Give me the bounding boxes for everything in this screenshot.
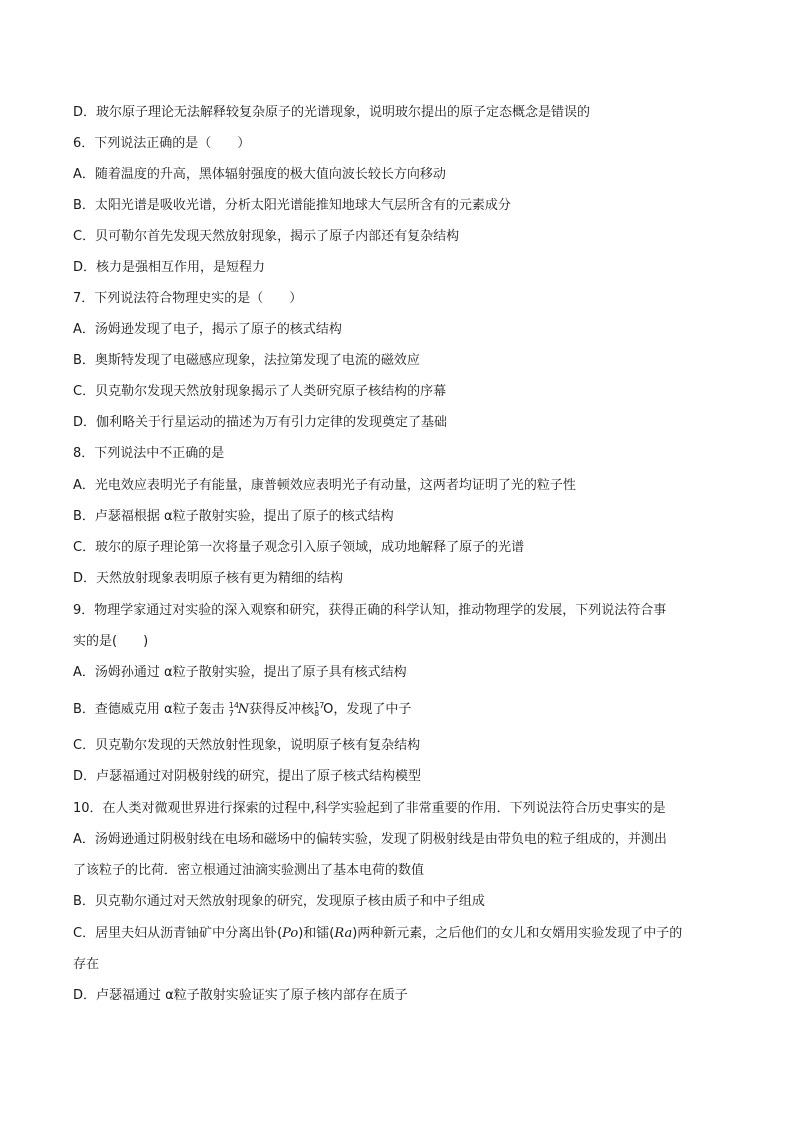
option-text: D．卢瑟福通过 α粒子散射实验证实了原子核内部存在质子 [73, 988, 408, 1003]
option-text: C．贝可勒尔首先发现天然放射现象，揭示了原子内部还有复杂结构 [73, 229, 460, 244]
option-text: A．随着温度的升高，黑体辐射强度的极大值向波长较长方向移动 [73, 167, 446, 182]
option-suffix: )两种新元素，之后他们的女儿和女婿用实验发现了中子的 [352, 926, 683, 941]
option-text-with-elements [73, 925, 733, 943]
mass-number: 14 [228, 701, 239, 710]
option-text: C．贝克勒尔发现天然放射现象揭示了人类研究原子核结构的序幕 [73, 384, 447, 399]
element-symbol: N [237, 702, 250, 717]
nitrogen-isotope-index [229, 701, 238, 719]
option-text: A．汤姆孙通过 α粒子散射实验，提出了原子具有核式结构 [73, 665, 407, 680]
element-symbol: O [323, 702, 334, 717]
element-symbol-ra: Ra [334, 926, 353, 941]
option-text-cont: 了该粒子的比荷．密立根通过油滴实验测出了基本电荷的数值 [73, 863, 425, 878]
option-text: D．卢瑟福通过对阴极射线的研究，提出了原子核式结构模型 [73, 769, 422, 784]
question-10-stem: 10．在人类对微观世界进行探索的过程中,科学实验起到了非常重要的作用．下列说法符合历史事实的是 [73, 801, 666, 816]
element-symbol-po: Po [282, 926, 299, 941]
oxygen-isotope-index [314, 701, 323, 719]
option-text: D．天然放射现象表明原子核有更为精细的结构 [73, 571, 344, 586]
question-7-stem: 7．下列说法符合物理史实的是（ ） [73, 291, 303, 306]
option-middle: 获得反冲核 [249, 702, 315, 717]
option-suffix: ，发现了中子 [333, 702, 412, 717]
option-text: D．玻尔原子理论无法解释较复杂原子的光谱现象，说明玻尔提出的原子定态概念是错误的 [73, 105, 591, 120]
option-text: C．贝克勒尔发现的天然放射性现象，说明原子核有复杂结构 [73, 738, 421, 753]
option-text: A．光电效应表明光子有能量，康普顿效应表明光子有动量，这两者均证明了光的粒子性 [73, 478, 576, 493]
option-text: B．太阳光谱是吸收光谱，分析太阳光谱能推知地球大气层所含有的元素成分 [73, 198, 511, 213]
option-middle: )和镭( [298, 926, 335, 941]
option-text: B．奥斯特发现了电磁感应现象，法拉第发现了电流的磁效应 [73, 353, 420, 368]
option-text-with-isotopes [73, 701, 733, 719]
option-prefix: B．查德威克用 α粒子轰击 [73, 702, 229, 717]
atomic-number: 7 [228, 709, 234, 718]
option-text: B．卢瑟福根据 α粒子散射实验，提出了原子的核式结构 [73, 509, 394, 524]
question-6-stem: 6．下列说法正确的是（ ） [73, 136, 251, 151]
question-8-stem: 8．下列说法中不正确的是 [73, 446, 225, 461]
option-text: B．贝克勒尔通过对天然放射现象的研究，发现原子核由质子和中子组成 [73, 894, 485, 909]
option-prefix: C．居里夫妇从沥青铀矿中分离出钋( [73, 926, 283, 941]
option-text: A．汤姆逊发现了电子，揭示了原子的核式结构 [73, 322, 342, 337]
option-text: D．伽利略关于行星运动的描述为万有引力定律的发现奠定了基础 [73, 415, 448, 430]
mass-number: 17 [314, 701, 325, 710]
option-text-cont: 存在 [73, 957, 100, 972]
option-text: C．玻尔的原子理论第一次将量子观念引入原子领域，成功地解释了原子的光谱 [73, 540, 525, 555]
question-9-stem-cont: 实的是( ) [73, 634, 149, 649]
option-text: A．汤姆逊通过阴极射线在电场和磁场中的偏转实验，发现了阴极射线是由带负电的粒子组成的，并测出 [73, 832, 667, 847]
atomic-number: 8 [314, 709, 320, 718]
question-9-stem: 9．物理学家通过对实验的深入观察和研究，获得正确的科学认知，推动物理学的发展，下列说法符合事 [73, 603, 667, 618]
option-text: D．核力是强相互作用，是短程力 [73, 260, 266, 275]
